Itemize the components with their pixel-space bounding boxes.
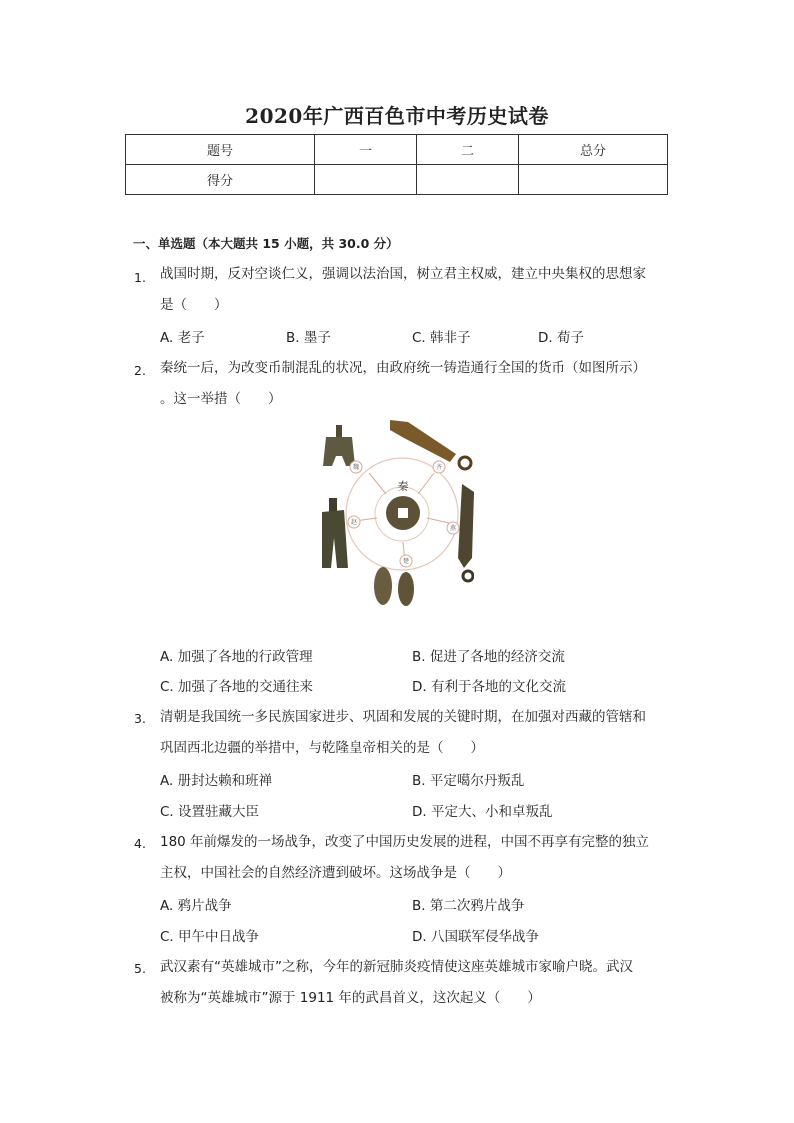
score-cell[interactable] bbox=[519, 165, 668, 195]
question-stem-line: 武汉素有“英雄城市”之称，今年的新冠肺炎疫情使这座英雄城市家喻户晓。武汉 bbox=[160, 959, 633, 975]
qin-currency-figure bbox=[322, 418, 474, 610]
question-stem-line: 。这一举措（ ） bbox=[160, 391, 282, 407]
option-d[interactable]: D. 八国联军侵华战争 bbox=[412, 929, 539, 945]
score-cell[interactable] bbox=[315, 165, 417, 195]
figure-center-label: 秦 bbox=[397, 480, 409, 493]
ant-nose-coin-icon bbox=[374, 567, 392, 605]
question-number: 4. bbox=[134, 836, 146, 851]
option-c[interactable]: C. 甲午中日战争 bbox=[160, 929, 260, 945]
question-number: 5. bbox=[134, 961, 146, 976]
question-stem-line: 巩固西北边疆的举措中，与乾隆皇帝相关的是（ ） bbox=[160, 740, 484, 756]
question-stem-line: 是（ ） bbox=[160, 297, 228, 313]
ant-nose-coin-icon bbox=[398, 572, 414, 606]
score-row-label: 得分 bbox=[126, 165, 315, 195]
score-table-header-row bbox=[126, 135, 668, 165]
knife-coin-icon bbox=[458, 484, 474, 581]
score-header-cell: 题号 bbox=[126, 135, 315, 165]
state-label: 齐 bbox=[435, 464, 443, 471]
question-stem-line: 秦统一后，为改变币制混乱的状况，由政府统一铸造通行全国的货币（如图所示） bbox=[160, 360, 646, 376]
state-label: 魏 bbox=[352, 464, 360, 471]
banliang-coin-icon bbox=[386, 496, 420, 530]
score-cell[interactable] bbox=[417, 165, 519, 195]
option-c[interactable]: C. 加强了各地的交通往来 bbox=[160, 679, 314, 695]
option-a[interactable]: A. 鸦片战争 bbox=[160, 898, 232, 914]
option-b[interactable]: B. 墨子 bbox=[286, 330, 331, 346]
option-a[interactable]: A. 老子 bbox=[160, 330, 205, 346]
score-table-score-row bbox=[126, 165, 668, 195]
score-table bbox=[125, 134, 668, 195]
score-header-cell: 二 bbox=[417, 135, 519, 165]
option-a[interactable]: A. 加强了各地的行政管理 bbox=[160, 649, 313, 665]
question-stem-line: 战国时期，反对空谈仁义，强调以法治国，树立君主权威，建立中央集权的思想家 bbox=[160, 266, 646, 282]
question-stem bbox=[160, 702, 665, 764]
question-stem bbox=[160, 259, 665, 321]
knife-coin-icon bbox=[390, 420, 471, 469]
score-header-cell: 一 bbox=[315, 135, 417, 165]
section-heading: 一、单选题（本大题共 15 小题，共 30.0 分） bbox=[133, 236, 399, 251]
spade-coin-icon bbox=[322, 498, 348, 568]
option-a[interactable]: A. 册封达赖和班禅 bbox=[160, 773, 273, 789]
question-stem-line: 主权，中国社会的自然经济遭到破坏。这场战争是（ ） bbox=[160, 865, 511, 881]
score-header-cell: 总分 bbox=[519, 135, 668, 165]
question-number: 2. bbox=[134, 363, 146, 378]
state-label: 楚 bbox=[402, 558, 410, 565]
option-b[interactable]: B. 平定噶尔丹叛乱 bbox=[412, 773, 525, 789]
question-stem bbox=[160, 827, 665, 889]
question-number: 1. bbox=[134, 270, 146, 285]
question-stem-line: 180 年前爆发的一场战争，改变了中国历史发展的进程，中国不再享有完整的独立 bbox=[160, 834, 650, 850]
question-stem bbox=[160, 353, 665, 415]
spade-coin-icon bbox=[323, 425, 355, 466]
question-number: 3. bbox=[134, 711, 146, 726]
option-c[interactable]: C. 设置驻藏大臣 bbox=[160, 804, 260, 820]
state-label: 燕 bbox=[449, 525, 457, 532]
state-label: 赵 bbox=[350, 519, 358, 526]
option-d[interactable]: D. 平定大、小和卓叛乱 bbox=[412, 804, 553, 820]
option-d[interactable]: D. 荀子 bbox=[538, 330, 584, 346]
question-stem-line: 清朝是我国统一多民族国家进步、巩固和发展的关键时期，在加强对西藏的管辖和 bbox=[160, 709, 646, 725]
question-stem bbox=[160, 952, 665, 1014]
option-d[interactable]: D. 有利于各地的文化交流 bbox=[412, 679, 566, 695]
option-c[interactable]: C. 韩非子 bbox=[412, 330, 471, 346]
question-stem-line: 被称为“英雄城市”源于 1911 年的武昌首义，这次起义（ ） bbox=[160, 990, 541, 1006]
option-b[interactable]: B. 促进了各地的经济交流 bbox=[412, 649, 565, 665]
option-b[interactable]: B. 第二次鸦片战争 bbox=[412, 898, 525, 914]
exam-title: 2020年广西百色市中考历史试卷 bbox=[245, 104, 549, 128]
